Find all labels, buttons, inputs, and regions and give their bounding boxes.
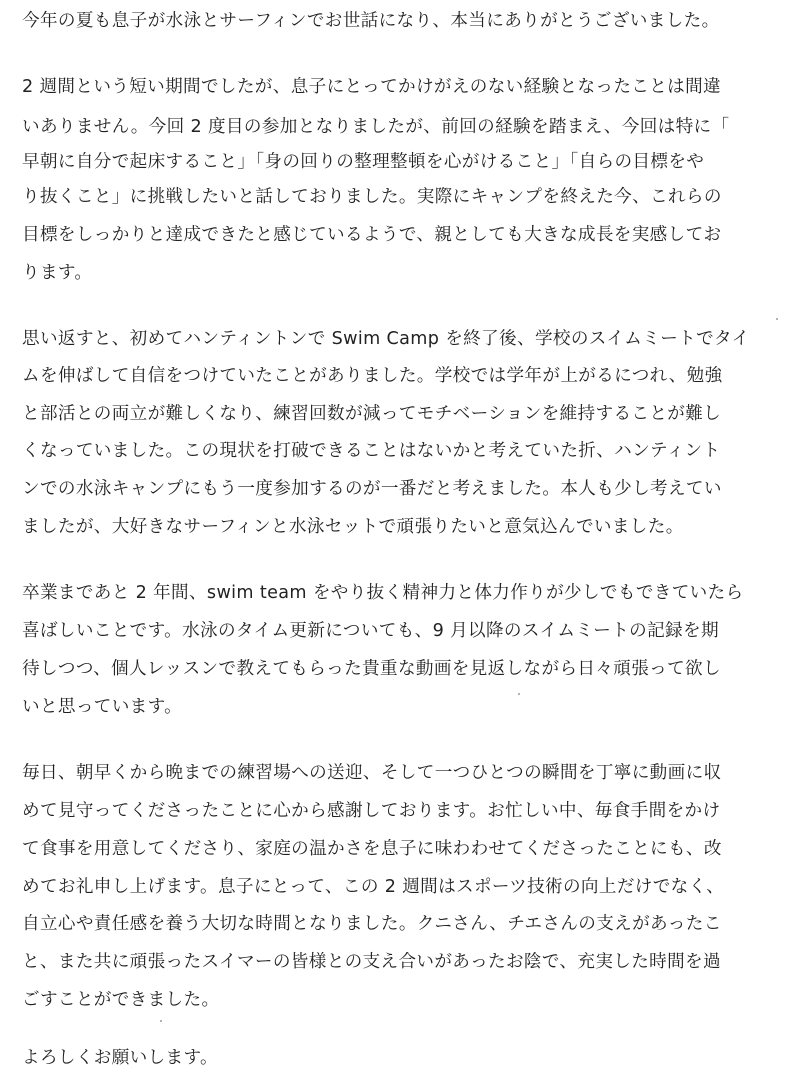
letter-line: と、また共に頑張ったスイマーの皆様との支え合いがあったお陰で、充実した時間を過: [22, 952, 721, 972]
scan-speck: [160, 1020, 162, 1022]
letter-line: よろしくお願いします。: [22, 1048, 218, 1068]
letter-line: めて見守ってくださったことに心から感謝しております。お忙しい中、毎食手間をかけ: [22, 801, 721, 821]
letter-line: ごすことができました。: [22, 990, 220, 1010]
letter-line: いと思っています。: [22, 697, 183, 717]
letter-line: て食事を用意してくださり、家庭の温かさを息子に味わわせてくださったことにも、改: [22, 839, 722, 859]
letter-line: 卒業まであと 2 年間、swim team をやり抜く精神力と体力作りが少しでもできていたら: [22, 583, 744, 603]
letter-line: ムを伸ばして自信をつけていたことがありました。学校では学年が上がるにつれ、勉強: [22, 366, 723, 386]
letter-line: と部活との両立が難しくなり、練習回数が減ってモチベーションを維持することが難し: [22, 404, 722, 424]
scan-speck: [518, 693, 520, 695]
letter-line: ンでの水泳キャンプにもう一度参加するのが一番だと考えました。本人も少し考えてい: [22, 479, 722, 499]
letter-line: 自立心や責任感を養う大切な時間となりました。クニさん、チエさんの支えがあったこ: [22, 914, 722, 934]
letter-line: くなっていました。この現状を打破できることはないかと考えていた折、ハンティント: [22, 441, 721, 461]
letter-line: 思い返すと、初めてハンティントンで Swim Camp を終了後、学校のスイムミートでタイ: [22, 329, 750, 349]
letter-line: めてお礼申し上げます。息子にとって、この 2 週間はスポーツ技術の向上だけでなく、: [22, 877, 725, 897]
letter-line: 2 週間という短い期間でしたが、息子にとってかけがえのない経験となったことは間違: [22, 77, 722, 97]
letter-line: 目標をしっかりと達成できたと感じているようで、親としても大きな成長を実感してお: [22, 225, 722, 245]
scan-speck: [776, 318, 778, 320]
letter-line: 早朝に自分で起床すること」「身の回りの整理整頓を心がけること」「自らの目標をや: [22, 152, 705, 172]
letter-line: ましたが、大好きなサーフィンと水泳セットで頑張りたいと意気込んでいました。: [22, 517, 684, 537]
letter-line: 待しつつ、個人レッスンで教えてもらった貴重な動画を見返しながら日々頑張って欲し: [22, 659, 721, 679]
letter-line: り抜くこと」に挑戦したいと話しておりました。実際にキャンプを終えた今、これらの: [22, 187, 722, 207]
letter-line: いありません。今回 2 度目の参加となりましたが、前回の経験を踏まえ、今回は特に「: [22, 117, 730, 137]
letter-line: ります。: [22, 263, 93, 283]
letter-line: 今年の夏も息子が水泳とサーフィンでお世話になり、本当にありがとうございました。: [22, 11, 720, 31]
letter-line: 喜ばしいことです。水泳のタイム更新についても、9 月以降のスイムミートの記録を期: [22, 621, 719, 641]
letter-line: 毎日、朝早くから晩までの練習場への送迎、そして一つひとつの瞬間を丁寧に動画に収: [22, 763, 722, 783]
